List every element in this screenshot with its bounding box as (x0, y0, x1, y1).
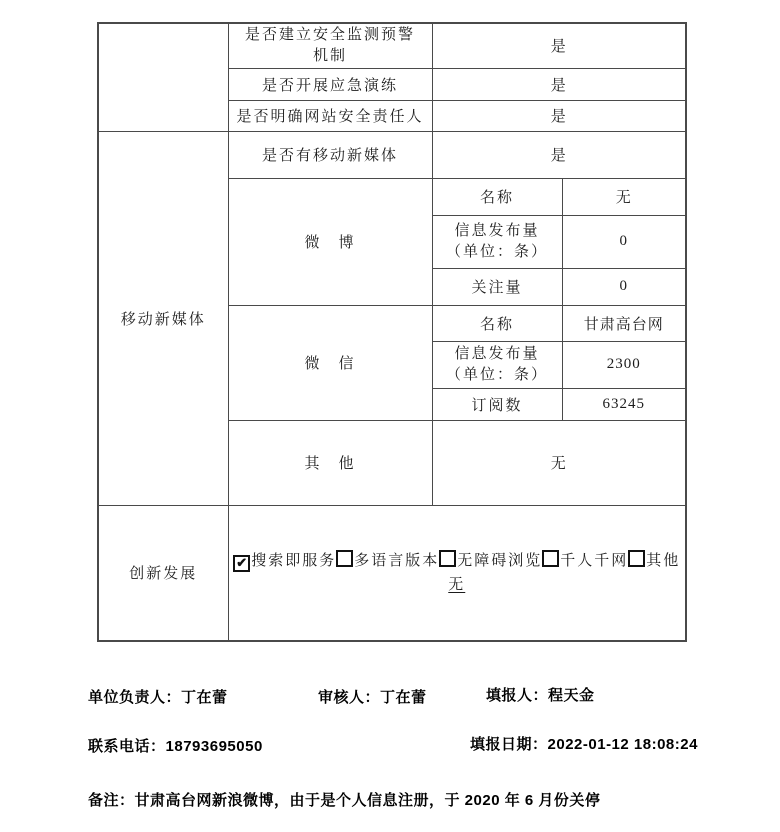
date-value: 2022-01-12 18:08:24 (547, 736, 698, 753)
unit-head-name: 丁在蕾 (181, 689, 228, 706)
innovation-options (233, 549, 682, 573)
innovation-other-line (233, 573, 682, 597)
wechat-posts-label: 信息发布量 （单位：条） (432, 341, 562, 388)
weibo-name-value: 无 (562, 178, 686, 215)
date-label: 填报日期： (470, 736, 548, 753)
note-line (88, 789, 600, 810)
weibo-posts-value: 0 (562, 215, 686, 268)
security-responsible-label: 是否明确网站安全责任人 (228, 100, 432, 131)
innovation-other-value: 无 (448, 576, 466, 593)
innovation-option-label: 无障碍浏览 (457, 552, 543, 569)
mobile-media-category: 移动新媒体 (98, 131, 228, 505)
unit-head-line (88, 686, 228, 707)
checkbox-empty-icon[interactable] (336, 550, 353, 567)
innovation-category: 创新发展 (98, 505, 228, 641)
reviewer-label: 审核人： (318, 689, 381, 706)
other-media-label: 其 他 (228, 420, 432, 505)
security-monitor-value: 是 (432, 23, 686, 68)
category-cell-empty (98, 23, 228, 131)
innovation-option-label: 多语言版本 (354, 552, 440, 569)
filler-line (486, 684, 595, 705)
wechat-label: 微 信 (228, 305, 432, 420)
wechat-subscribers-value: 63245 (562, 388, 686, 420)
annual-report-table (97, 22, 687, 642)
wechat-posts-value: 2300 (562, 341, 686, 388)
innovation-option-label: 千人千网 (560, 552, 629, 569)
emergency-drill-label: 是否开展应急演练 (228, 68, 432, 100)
checkbox-empty-icon[interactable] (439, 550, 456, 567)
reviewer-name: 丁在蕾 (380, 689, 427, 706)
note-text: 甘肃高台网新浪微博，由于是个人信息注册，于 2020 年 6 月份关停 (134, 792, 601, 809)
note-label: 备注： (88, 792, 135, 809)
reviewer-line (318, 686, 427, 707)
unit-head-label: 单位负责人： (88, 689, 182, 706)
weibo-name-label: 名称 (432, 178, 562, 215)
innovation-cell (228, 505, 686, 641)
filler-label: 填报人： (486, 687, 549, 704)
weibo-posts-label: 信息发布量 （单位：条） (432, 215, 562, 268)
weibo-label: 微 博 (228, 178, 432, 305)
wechat-name-label: 名称 (432, 305, 562, 341)
security-responsible-value: 是 (432, 100, 686, 131)
table-row (98, 131, 686, 178)
wechat-subscribers-label: 订阅数 (432, 388, 562, 420)
weibo-followers-value: 0 (562, 268, 686, 305)
other-media-value: 无 (432, 420, 686, 505)
innovation-option-label: 其他 (646, 552, 681, 569)
phone-number: 18793695050 (165, 738, 263, 755)
date-line (470, 733, 698, 754)
innovation-option-label: 搜索即服务 (251, 552, 337, 569)
emergency-drill-value: 是 (432, 68, 686, 100)
table-row (98, 23, 686, 68)
filler-name: 程天金 (548, 687, 595, 704)
checkbox-checked-icon[interactable]: ✔ (233, 555, 250, 572)
security-monitor-label: 是否建立安全监测预警 机制 (228, 23, 432, 68)
wechat-name-value: 甘肃高台网 (562, 305, 686, 341)
has-mobile-media-label: 是否有移动新媒体 (228, 131, 432, 178)
phone-label: 联系电话： (88, 738, 166, 755)
phone-line (88, 735, 263, 756)
table-row (98, 505, 686, 641)
has-mobile-media-value: 是 (432, 131, 686, 178)
weibo-followers-label: 关注量 (432, 268, 562, 305)
checkbox-empty-icon[interactable] (542, 550, 559, 567)
checkbox-empty-icon[interactable] (628, 550, 645, 567)
